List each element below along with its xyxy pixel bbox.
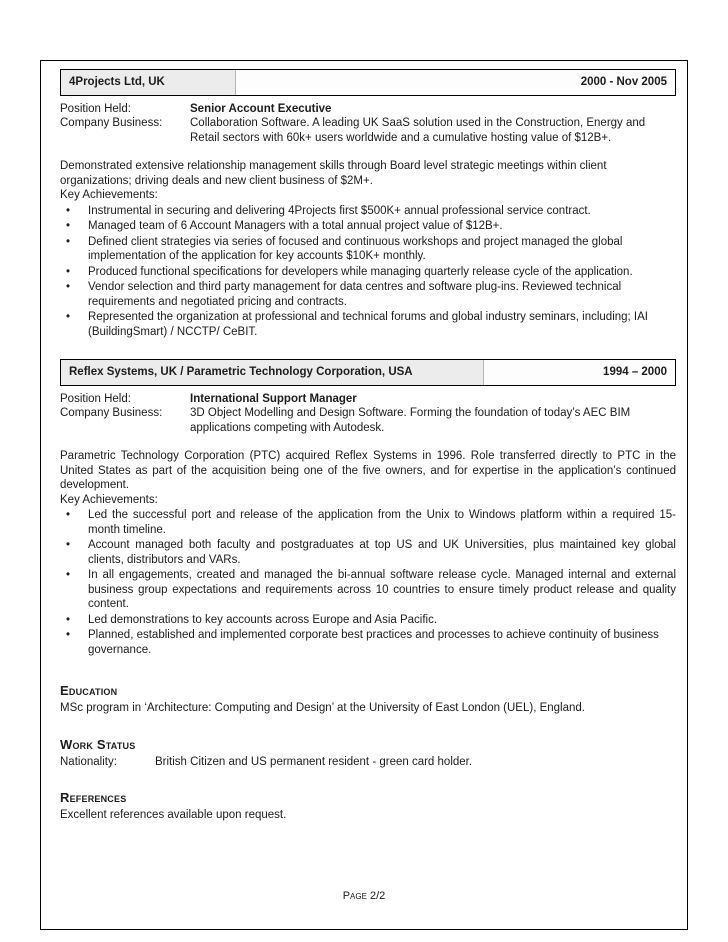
business-value: 3D Object Modelling and Design Software. Forming the foundation of today’s AEC BIM applications competing with Autodesk. bbox=[190, 407, 631, 434]
achievements-label: Key Achievements: bbox=[60, 493, 158, 506]
business-row bbox=[60, 406, 676, 435]
work-status-heading: Work Status bbox=[60, 736, 136, 752]
education-body: MSc program in ‘Architecture: Computing and Design’ at the University of East London (UEL), England. bbox=[60, 702, 585, 714]
references-body: Excellent references available upon request. bbox=[60, 809, 287, 821]
references-section bbox=[60, 790, 676, 823]
position-label: Position Held: bbox=[60, 102, 131, 115]
job-section-4projects bbox=[60, 69, 676, 339]
company-name: 4Projects Ltd, UK bbox=[61, 70, 236, 95]
achievement-item: • In all engagements, created and managed the bi-annual software release cycle. Managed internal and external business group expectations and requirements across 10 countries to ensure timely product release and quality content. bbox=[60, 568, 676, 612]
work-status-section bbox=[60, 737, 676, 770]
job-summary: Demonstrated extensive relationship management skills through Board level strategic meetings within client organizations; driving deals and new client business of $2M+. bbox=[60, 160, 607, 187]
job-header bbox=[60, 69, 676, 96]
date-range: 2000 - Nov 2005 bbox=[236, 70, 675, 95]
nationality-row bbox=[60, 755, 676, 770]
achievements-list bbox=[60, 508, 676, 657]
position-row bbox=[60, 102, 676, 117]
business-value: Collaboration Software. A leading UK SaaS solution used in the Construction, Energy and Retail sectors with 60k+ users worldwide and a cumulative hosting value of $12B+. bbox=[190, 117, 646, 144]
achievement-item: • Produced functional specifications for developers while managing quarterly release cycle of the application. bbox=[60, 265, 676, 280]
achievement-item: • Planned, established and implemented corporate best practices and processes to achieve continuity of business governance. bbox=[60, 628, 676, 657]
resume-page bbox=[40, 60, 688, 930]
nationality-value: British Citizen and US permanent resident - green card holder. bbox=[155, 755, 473, 768]
job-section-reflex-ptc bbox=[60, 359, 676, 657]
position-value: International Support Manager bbox=[190, 392, 357, 405]
job-summary: Parametric Technology Corporation (PTC) acquired Reflex Systems in 1996. Role transferred directly to PTC in the United States as part of the acquisition being one of the five owners, and for expertise in the application’s continued development. bbox=[60, 450, 676, 491]
position-label: Position Held: bbox=[60, 392, 131, 405]
job-header bbox=[60, 359, 676, 386]
references-heading: References bbox=[60, 790, 127, 805]
business-row bbox=[60, 116, 676, 145]
achievement-item: • Managed team of 6 Account Managers with a total annual project value of $12B+. bbox=[60, 219, 676, 234]
position-value: Senior Account Executive bbox=[190, 102, 332, 115]
education-section bbox=[60, 683, 676, 716]
achievements-label: Key Achievements: bbox=[60, 189, 158, 201]
achievements-list bbox=[60, 204, 676, 340]
education-heading: Education bbox=[60, 683, 118, 698]
achievement-item: • Defined client strategies via series of focused and continuous workshops and project managed the global implementation of the application for key accounts $10K+ monthly. bbox=[60, 235, 676, 264]
position-row bbox=[60, 392, 676, 407]
page-number: Page 2/2 bbox=[342, 889, 386, 902]
achievement-item: • Instrumental in securing and delivering 4Projects first $500K+ annual professional service contract. bbox=[60, 204, 676, 219]
business-label: Company Business: bbox=[60, 407, 163, 419]
nationality-label: Nationality: bbox=[60, 755, 117, 768]
achievement-item: • Vendor selection and third party management for data centres and software plug-ins. Reviewed technical requirements and negotiated pricing and contracts. bbox=[60, 280, 676, 309]
date-range: 1994 – 2000 bbox=[484, 360, 675, 385]
achievement-item: • Account managed both faculty and postgraduates at top US and UK Universities, plus maintained key global clients, distributors and VARs. bbox=[60, 538, 676, 567]
business-label: Company Business: bbox=[60, 117, 163, 129]
company-name: Reflex Systems, UK / Parametric Technology Corporation, USA bbox=[61, 360, 484, 385]
achievement-item: • Represented the organization at professional and technical forums and global industry seminars, including; IAI (BuildingSmart) / NCCTP/ CeBIT. bbox=[60, 310, 676, 339]
achievement-item: • Led demonstrations to key accounts across Europe and Asia Pacific. bbox=[60, 613, 676, 628]
achievement-item: • Led the successful port and release of the application from the Unix to Windows platform within a required 15-month timeline. bbox=[60, 508, 676, 537]
